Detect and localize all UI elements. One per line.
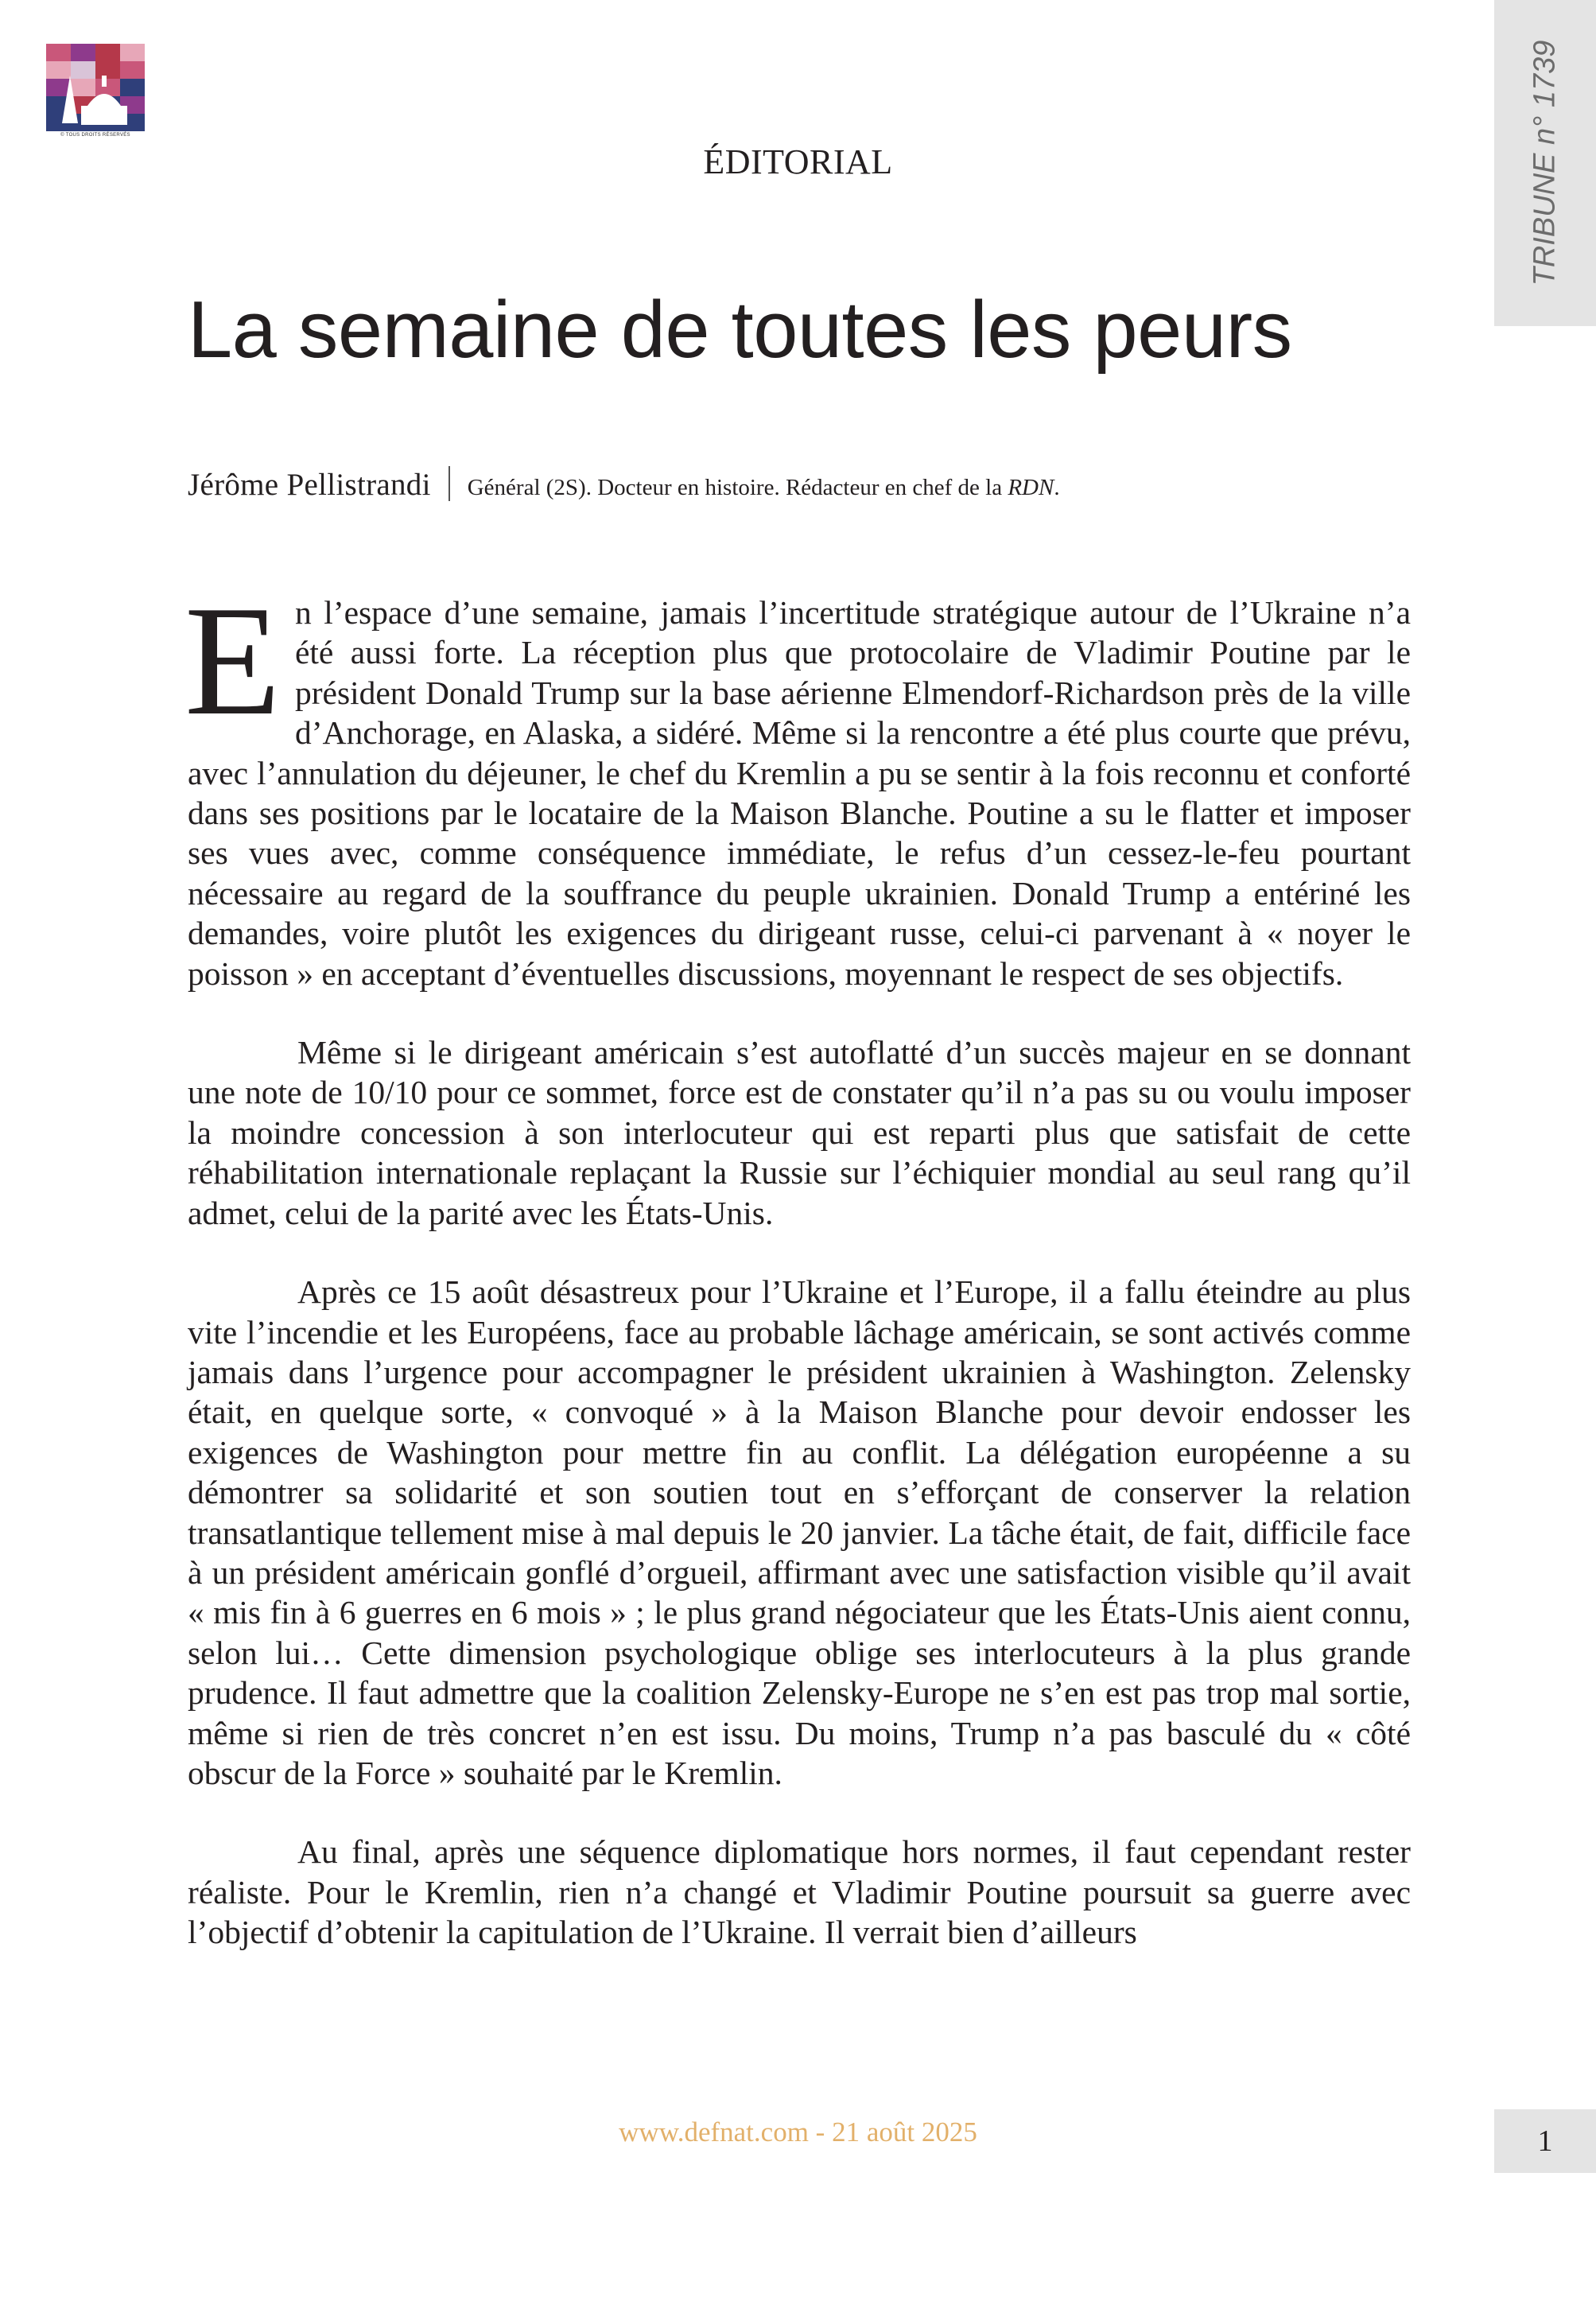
paragraph-3: Après ce 15 août désastreux pour l’Ukraine et l’Europe, il a fallu éteindre au plus vite l’incendie et les Européens, face au probable lâchage américain, se sont activés comme jamais dans l’urgence pour accompagner le président ukrainien à Washington. Zelensky était, en quelque sorte, « convoqué » à la Maison Blanche pour devoir endosser les exigences de Washington pour mettre fin au conflit. La délégation européenne a su démontrer sa solidarité et son soutien tout en s’efforçant de conserver la relation transatlantique tellement mise à mal depuis le 20 janvier. La tâche était, de fait, difficile face à un président américain gonflé d’orgueil, affirmant avec une satisfaction visible qu’il avait « mis fin à 6 guerres en 6 mois » ; le plus grand négociateur que les États-Unis aient connu, selon lui… Cette dimension psychologique oblige ses interlocuteurs à la plus grande prudence. Il faut admettre que la coalition Zelensky-Europe ne s’en est pas trop mal sortie, même si rien de très concret n’en est issu. Du moins, Trump n’a pas basculé du « côté obscur de la Force » souhaité par le Kremlin. <box>188 1273 1411 1791</box>
paragraph-2: Même si le dirigeant américain s’est autoflatté d’un succès majeur en se donnant une note de 10/10 pour ce sommet, force est de constater qu’il n’a pas su ou voulu imposer la moindre concession à son interlocuteur qui est reparti plus que satisfait de cette réhabilitation internationale replaçant la Russie sur l’échiquier mondial au seul rang qu’il admet, celui de la parité avec les États-Unis. <box>188 1034 1411 1231</box>
rubric-heading: ÉDITORIAL <box>703 142 893 181</box>
paragraph-4: Au final, après une séquence diplomatique hors normes, il faut cependant rester réaliste. Pour le Kremlin, rien n’a changé et Vladimir Poutine poursuit sa guerre avec l’objectif d’obtenir la capitulation de l’Ukraine. Il verrait bien d’ailleurs <box>188 1833 1411 1951</box>
paragraph-1-text: n l’espace d’une semaine, jamais l’incertitude stratégique autour de l’Ukraine n’a été aussi forte. La réception plus que protocolaire de Vladimir Poutine par le président Donald Trump sur la base aérienne Elmendorf-Richardson près de la ville d’Anchorage, en Alaska, a sidéré. Même si la rencontre a été plus courte que prévu, avec l’annulation du déjeuner, le chef du Kremlin a pu se sentir à la fois reconnu et conforté dans ses positions par le locataire de la Maison Blanche. Poutine a su le flatter et imposer ses vues avec, comme conséquence immédiate, le refus d’un cessez-le-feu pourtant nécessaire au regard de la souffrance du peuple ukrainien. Donald Trump a entériné les demandes, voire plutôt les exigences du dirigeant russe, celui-ci parvenant à « noyer le poisson » en acceptant d’éventuelles discussions, moyennant le respect de ses objectifs. <box>188 594 1411 992</box>
publisher-logo <box>46 44 145 139</box>
author-bio-text: Général (2S). Docteur en histoire. Rédacteur en chef de la <box>467 475 1008 500</box>
logo-copyright: © TOUS DROITS RÉSERVÉS <box>60 133 130 138</box>
author-bio <box>468 475 1060 500</box>
author-bio-end: . <box>1054 475 1060 500</box>
article-title: La semaine de toutes les peurs <box>188 286 1292 375</box>
tribune-number: TRIBUNE n° 1739 <box>1528 40 1562 286</box>
page-number: 1 <box>1537 2124 1553 2158</box>
paragraph-1 <box>184 573 1411 993</box>
byline-divider <box>449 466 450 501</box>
byline <box>188 466 1060 503</box>
logo-mosaic-icon <box>46 44 145 131</box>
author-name: Jérôme Pellistrandi <box>188 468 431 502</box>
drop-cap: E <box>184 573 281 748</box>
article-body <box>184 573 1411 1992</box>
author-bio-journal: RDN <box>1008 475 1054 500</box>
footer-source: www.defnat.com - 21 août 2025 <box>619 2116 977 2147</box>
